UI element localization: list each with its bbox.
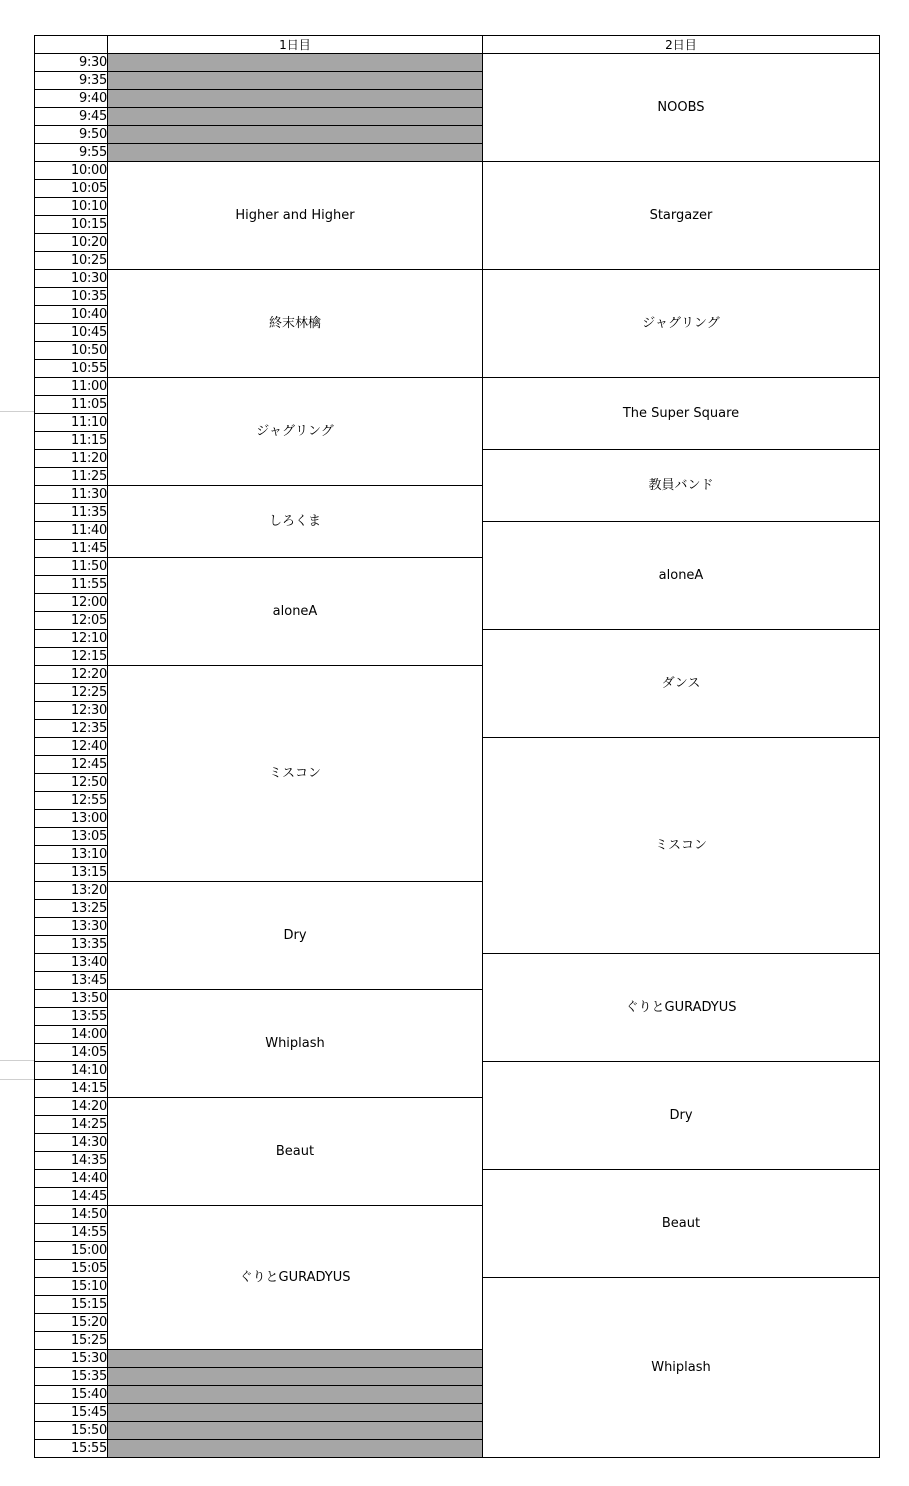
day1-unused-slot [108, 1350, 483, 1368]
time-cell: 9:55 [35, 144, 108, 162]
time-cell: 13:30 [35, 918, 108, 936]
time-cell: 14:55 [35, 1224, 108, 1242]
time-cell: 15:55 [35, 1440, 108, 1458]
time-cell: 13:50 [35, 990, 108, 1008]
time-cell: 14:50 [35, 1206, 108, 1224]
time-cell: 12:10 [35, 630, 108, 648]
schedule-table [34, 35, 880, 1458]
header-row [35, 36, 880, 54]
time-cell: 13:20 [35, 882, 108, 900]
day1-performance: Higher and Higher [108, 162, 483, 270]
time-cell: 9:50 [35, 126, 108, 144]
day2-performance: Stargazer [483, 162, 880, 270]
time-cell: 15:00 [35, 1242, 108, 1260]
time-cell: 10:35 [35, 288, 108, 306]
day1-header: 1日目 [108, 36, 483, 54]
time-cell: 14:05 [35, 1044, 108, 1062]
time-cell: 13:40 [35, 954, 108, 972]
time-cell: 12:45 [35, 756, 108, 774]
time-cell: 12:30 [35, 702, 108, 720]
time-cell: 14:30 [35, 1134, 108, 1152]
time-cell: 14:15 [35, 1080, 108, 1098]
time-cell: 12:35 [35, 720, 108, 738]
time-cell: 13:55 [35, 1008, 108, 1026]
day2-header: 2日目 [483, 36, 880, 54]
time-cell: 14:45 [35, 1188, 108, 1206]
time-cell: 11:45 [35, 540, 108, 558]
day1-unused-slot [108, 144, 483, 162]
day1-performance: ミスコン [108, 666, 483, 882]
time-cell: 9:30 [35, 54, 108, 72]
day1-performance: Dry [108, 882, 483, 990]
time-cell: 10:20 [35, 234, 108, 252]
time-cell: 14:35 [35, 1152, 108, 1170]
time-cell: 10:15 [35, 216, 108, 234]
time-cell: 11:05 [35, 396, 108, 414]
time-cell: 15:10 [35, 1278, 108, 1296]
time-cell: 10:10 [35, 198, 108, 216]
day2-performance: Dry [483, 1062, 880, 1170]
time-cell: 11:50 [35, 558, 108, 576]
time-header [35, 36, 108, 54]
time-cell: 12:15 [35, 648, 108, 666]
time-cell: 12:40 [35, 738, 108, 756]
time-cell: 11:30 [35, 486, 108, 504]
time-cell: 15:05 [35, 1260, 108, 1278]
time-cell: 13:25 [35, 900, 108, 918]
time-cell: 15:40 [35, 1386, 108, 1404]
time-row [35, 54, 880, 72]
time-cell: 15:50 [35, 1422, 108, 1440]
time-cell: 14:00 [35, 1026, 108, 1044]
time-cell: 10:05 [35, 180, 108, 198]
time-cell: 11:20 [35, 450, 108, 468]
time-cell: 13:00 [35, 810, 108, 828]
sheet-gridline [0, 411, 34, 412]
day1-unused-slot [108, 1386, 483, 1404]
time-cell: 14:40 [35, 1170, 108, 1188]
day1-unused-slot [108, 72, 483, 90]
day1-performance: しろくま [108, 486, 483, 558]
time-row [35, 378, 880, 396]
time-cell: 15:35 [35, 1368, 108, 1386]
day2-performance: Beaut [483, 1170, 880, 1278]
day1-unused-slot [108, 90, 483, 108]
day2-performance: 教員バンド [483, 450, 880, 522]
day2-performance: Whiplash [483, 1278, 880, 1458]
time-cell: 15:45 [35, 1404, 108, 1422]
time-row [35, 162, 880, 180]
time-cell: 11:55 [35, 576, 108, 594]
day2-performance: ダンス [483, 630, 880, 738]
time-cell: 13:35 [35, 936, 108, 954]
time-row [35, 270, 880, 288]
day1-unused-slot [108, 126, 483, 144]
day1-performance: ぐりとGURADYUS [108, 1206, 483, 1350]
time-cell: 9:45 [35, 108, 108, 126]
day1-unused-slot [108, 1368, 483, 1386]
day1-performance: Beaut [108, 1098, 483, 1206]
day1-performance: ジャグリング [108, 378, 483, 486]
day1-unused-slot [108, 1404, 483, 1422]
time-cell: 11:10 [35, 414, 108, 432]
time-cell: 13:15 [35, 864, 108, 882]
time-cell: 9:35 [35, 72, 108, 90]
time-cell: 15:15 [35, 1296, 108, 1314]
sheet-gridline [0, 1079, 34, 1080]
time-cell: 15:30 [35, 1350, 108, 1368]
time-cell: 12:00 [35, 594, 108, 612]
day2-performance: aloneA [483, 522, 880, 630]
time-cell: 10:55 [35, 360, 108, 378]
day2-performance: ミスコン [483, 738, 880, 954]
time-cell: 12:20 [35, 666, 108, 684]
day2-performance: ぐりとGURADYUS [483, 954, 880, 1062]
time-cell: 15:20 [35, 1314, 108, 1332]
time-cell: 14:20 [35, 1098, 108, 1116]
time-cell: 12:55 [35, 792, 108, 810]
time-cell: 10:25 [35, 252, 108, 270]
time-cell: 10:40 [35, 306, 108, 324]
time-cell: 13:05 [35, 828, 108, 846]
time-cell: 15:25 [35, 1332, 108, 1350]
time-cell: 14:25 [35, 1116, 108, 1134]
time-cell: 11:25 [35, 468, 108, 486]
time-cell: 12:50 [35, 774, 108, 792]
day2-performance: The Super Square [483, 378, 880, 450]
day1-unused-slot [108, 108, 483, 126]
time-cell: 10:00 [35, 162, 108, 180]
time-cell: 12:25 [35, 684, 108, 702]
time-cell: 12:05 [35, 612, 108, 630]
time-cell: 10:30 [35, 270, 108, 288]
day1-unused-slot [108, 54, 483, 72]
time-cell: 10:50 [35, 342, 108, 360]
day2-performance: NOOBS [483, 54, 880, 162]
day1-unused-slot [108, 1440, 483, 1458]
time-cell: 13:10 [35, 846, 108, 864]
schedule-body [35, 54, 880, 1458]
time-cell: 10:45 [35, 324, 108, 342]
time-cell: 9:40 [35, 90, 108, 108]
day1-performance: Whiplash [108, 990, 483, 1098]
day1-performance: aloneA [108, 558, 483, 666]
sheet-gridline [0, 1060, 34, 1061]
time-cell: 11:35 [35, 504, 108, 522]
time-cell: 13:45 [35, 972, 108, 990]
time-cell: 11:00 [35, 378, 108, 396]
time-cell: 11:15 [35, 432, 108, 450]
day2-performance: ジャグリング [483, 270, 880, 378]
day1-performance: 終末林檎 [108, 270, 483, 378]
time-cell: 14:10 [35, 1062, 108, 1080]
day1-unused-slot [108, 1422, 483, 1440]
time-cell: 11:40 [35, 522, 108, 540]
